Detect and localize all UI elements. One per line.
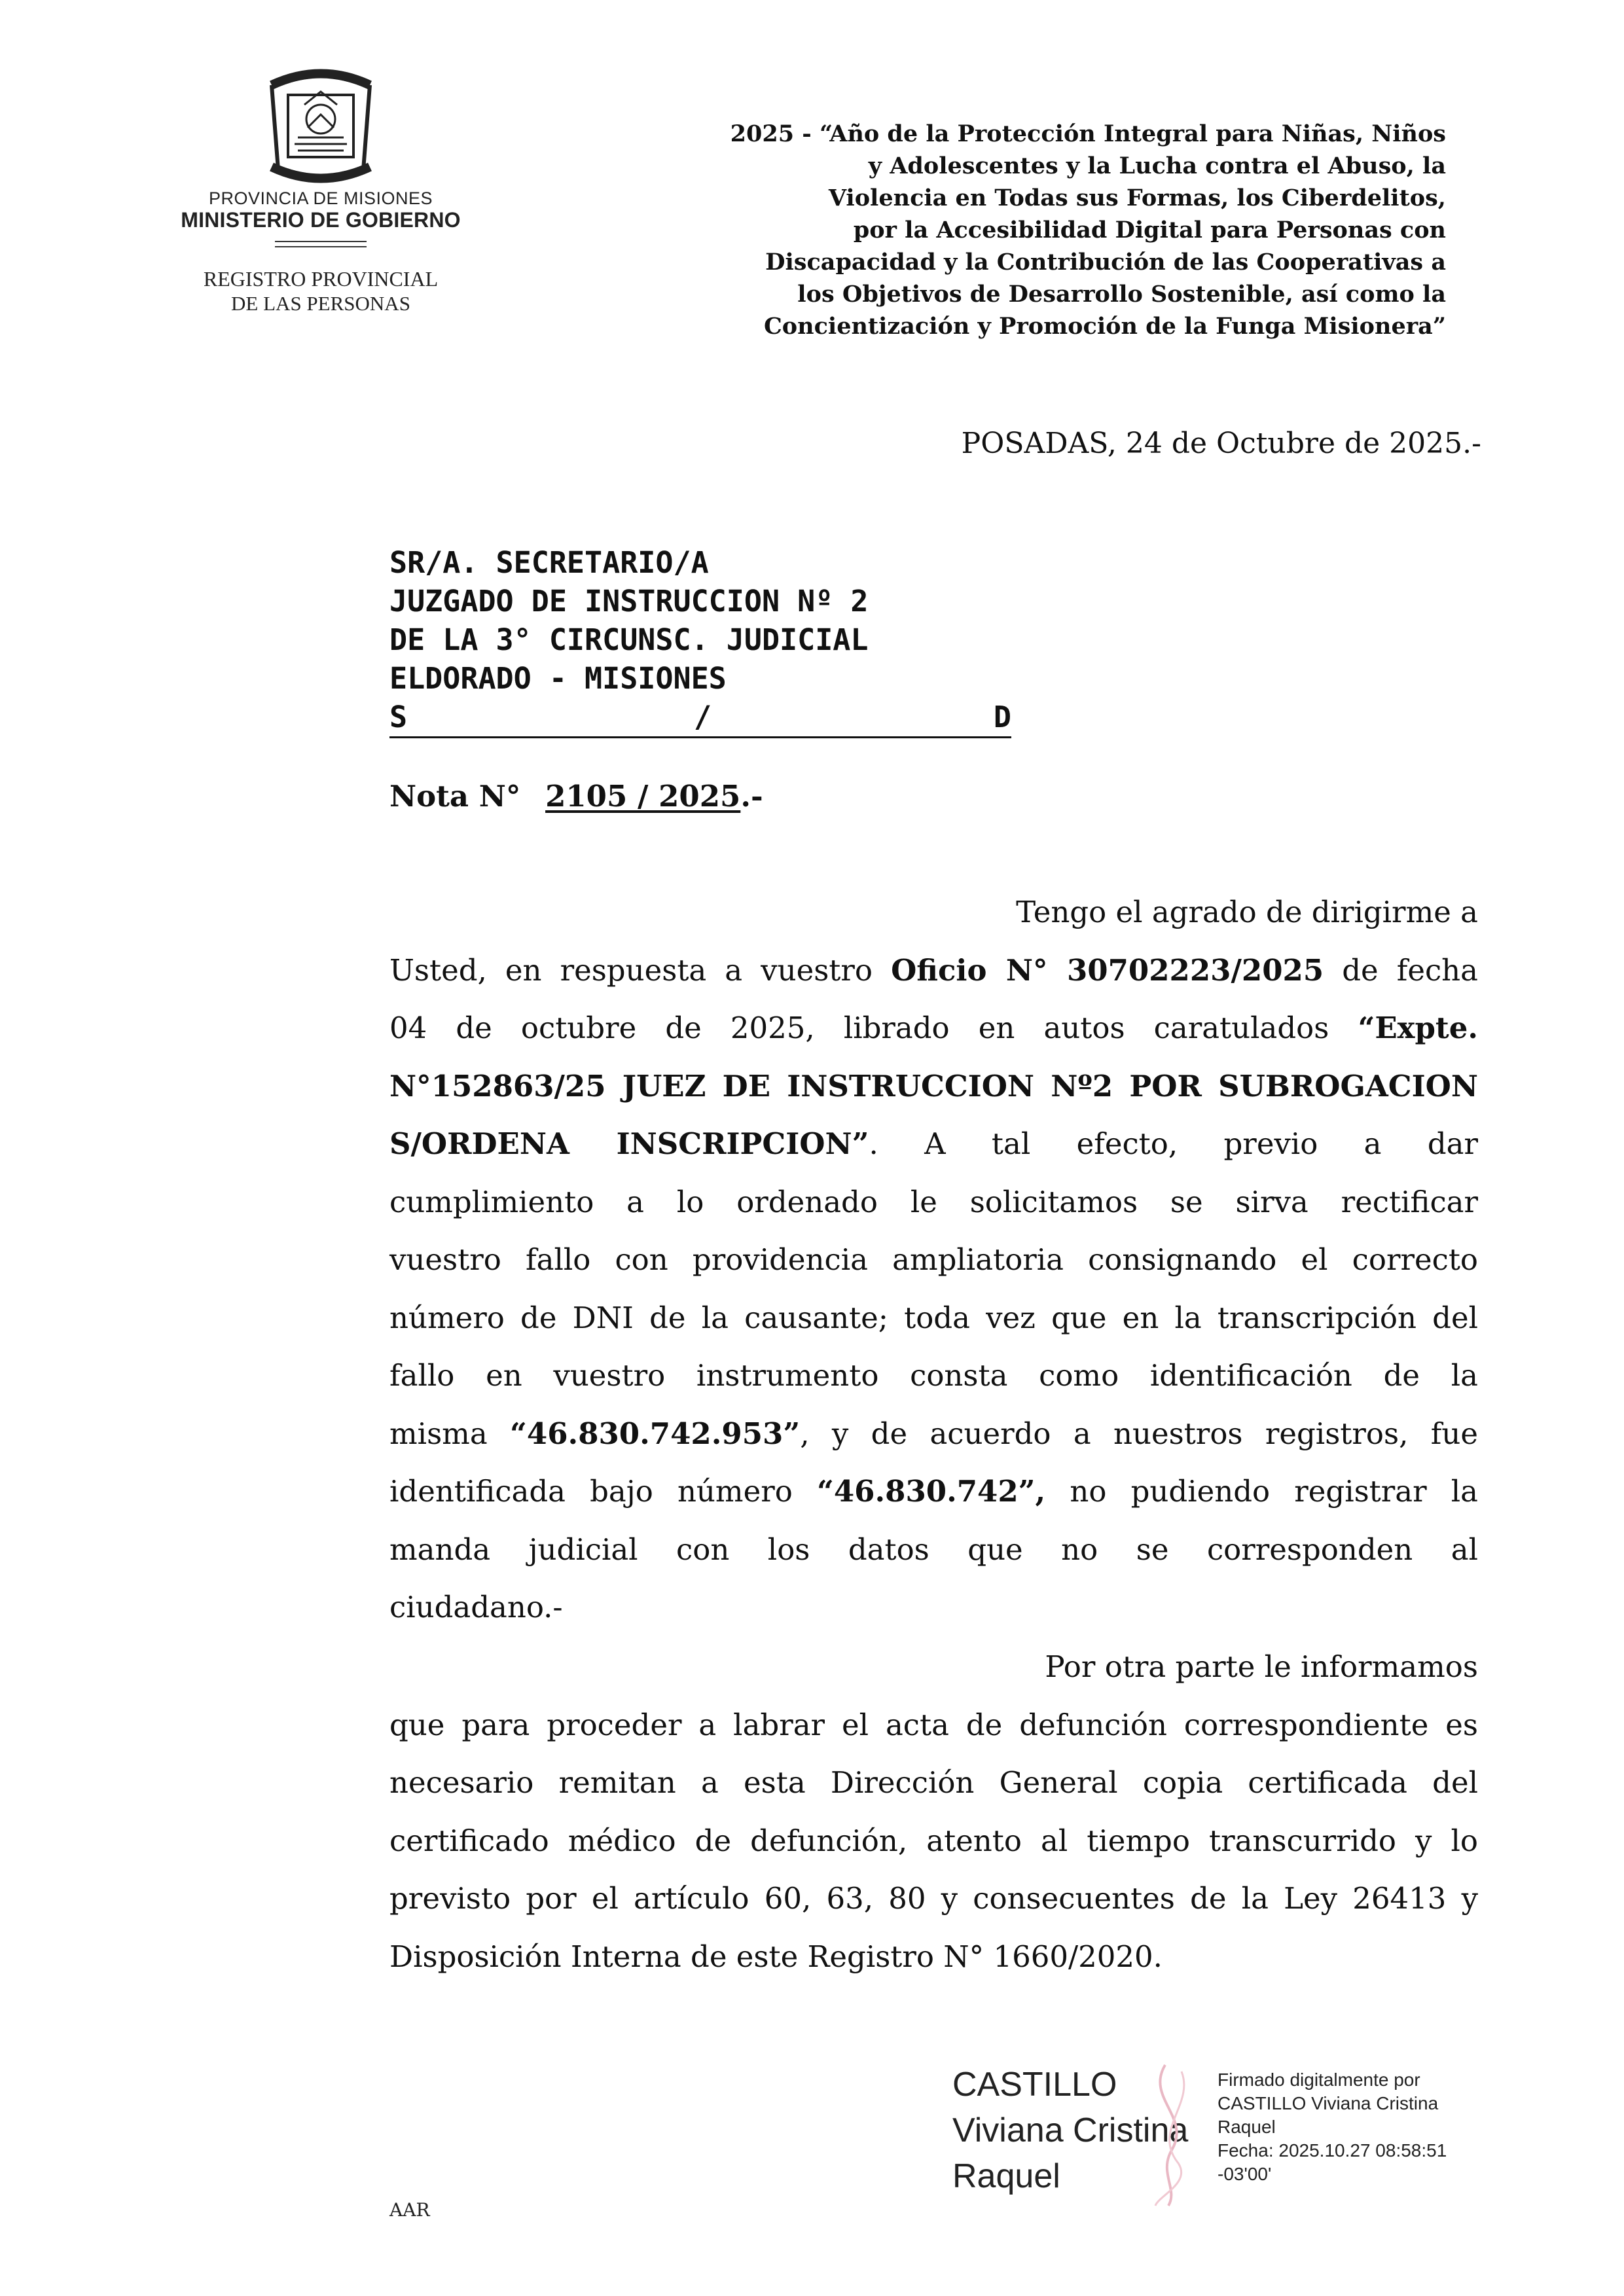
paragraph-line <box>389 1115 1478 1174</box>
addressee-line: ELDORADO - MISIONES <box>389 661 727 696</box>
paragraph-line <box>389 999 1478 1058</box>
body-paragraph-1 <box>389 884 1478 1637</box>
signature-info-line: CASTILLO Viviana Cristina <box>1218 2093 1439 2113</box>
text-run: 04 de octubre de 2025, librado en autos caratulados <box>389 1011 1358 1045</box>
letterhead-divider <box>275 246 367 247</box>
motto-line: 2025 - “Año de la Protección Integral para Niñas, Niños <box>730 120 1446 147</box>
paragraph-line: certificado médico de defunción, atento al tiempo transcurrido y lo <box>389 1823 1478 1858</box>
paragraph-line: vuestro fallo con providencia ampliatoria consignando el correcto <box>389 1242 1478 1277</box>
motto-line: Violencia en Todas sus Formas, los Ciberdelitos, <box>828 185 1446 211</box>
letterhead-registry-line1: REGISTRO PROVINCIAL <box>203 267 439 291</box>
signature-info-line: Raquel <box>1218 2117 1276 2137</box>
paragraph-line: Por otra parte le informamos <box>1045 1649 1478 1684</box>
text-run: de fecha <box>1324 952 1478 988</box>
body-paragraph-2 <box>389 1638 1478 1986</box>
motto-line: los Objetivos de Desarrollo Sostenible, así como la <box>797 281 1446 308</box>
year-motto <box>621 118 1446 342</box>
addressee-line: DE LA 3° CIRCUNSC. JUDICIAL <box>389 622 869 657</box>
paragraph-line: Disposición Interna de este Registro N° 1660/2020. <box>389 1939 1163 1974</box>
sd-s: S <box>389 700 408 734</box>
addressee-line: SR/A. SECRETARIO/A <box>389 545 709 580</box>
sd-d: D <box>993 700 1011 734</box>
signature-info-line: Fecha: 2025.10.27 08:58:51 <box>1218 2140 1447 2161</box>
signer-name-line: CASTILLO <box>952 2066 1117 2104</box>
paragraph-line <box>389 942 1478 1000</box>
text-run: . A tal efecto, previo a dar <box>869 1126 1478 1161</box>
paragraph-line: fallo en vuestro instrumento consta como identificación de la <box>389 1358 1478 1393</box>
addressee-sd-line <box>389 698 1011 738</box>
digital-signature-info <box>1218 2068 1447 2186</box>
letterhead-ministry: MINISTERIO DE GOBIERNO <box>181 208 461 232</box>
letterhead-registry-line2: DE LAS PERSONAS <box>231 292 410 315</box>
paragraph-line: manda judicial con los datos que no se corresponden al <box>389 1532 1478 1567</box>
motto-line: y Adolescentes y la Lucha contra el Abuso, la <box>868 152 1446 179</box>
document-date: POSADAS, 24 de Octubre de 2025.- <box>961 427 1481 460</box>
signer-name-line: Viviana Cristina <box>952 2111 1189 2149</box>
signature-info-line: Firmado digitalmente por <box>1218 2070 1420 2090</box>
province-seal-icon <box>259 65 383 187</box>
paragraph-line: Tengo el agrado de dirigirme a <box>1016 895 1478 929</box>
oficio-number: Oficio N° 30702223/2025 <box>891 952 1324 988</box>
paragraph-line: ciudadano.- <box>389 1590 563 1624</box>
text-run: no pudiendo registrar la <box>1045 1474 1478 1509</box>
text-run: misma <box>389 1416 511 1451</box>
note-label: Nota N° <box>389 779 521 814</box>
digital-signature-mark-icon <box>1132 2058 1211 2209</box>
text-run: , y de acuerdo a nuestros registros, fue <box>800 1416 1478 1451</box>
case-title: N°152863/25 JUEZ DE INSTRUCCION Nº2 POR SUBROGACION <box>389 1068 1478 1103</box>
note-reference <box>389 779 763 814</box>
paragraph-line <box>389 1058 1478 1116</box>
case-title-start: “Expte. <box>1358 1011 1478 1045</box>
paragraph-line <box>389 1405 1478 1463</box>
paragraph-line: cumplimiento a lo ordenado le solicitamos se sirva rectificar <box>389 1184 1478 1219</box>
wrong-dni: “46.830.742.953” <box>510 1416 801 1451</box>
signer-name-line: Raquel <box>952 2157 1060 2195</box>
motto-line: por la Accesibilidad Digital para Personas con <box>853 217 1446 243</box>
note-number: 2105 / 2025 <box>545 779 741 814</box>
signature-info-line: -03'00' <box>1218 2164 1272 2184</box>
motto-line: Discapacidad y la Contribución de las Cooperativas a <box>765 249 1446 276</box>
paragraph-line: que para proceder a labrar el acta de defunción correspondiente es <box>389 1707 1478 1742</box>
author-initials: AAR <box>389 2199 430 2221</box>
addressee-line: JUZGADO DE INSTRUCCION Nº 2 <box>389 584 869 619</box>
sd-slash: / <box>694 700 712 734</box>
note-suffix: .- <box>740 779 763 814</box>
paragraph-line <box>389 1463 1478 1521</box>
motto-line: Concientización y Promoción de la Funga Misionera” <box>763 313 1446 340</box>
text-run: Usted, en respuesta a vuestro <box>389 952 892 988</box>
correct-dni: “46.830.742”, <box>816 1474 1046 1509</box>
paragraph-line: previsto por el artículo 60, 63, 80 y consecuentes de la Ley 26413 y <box>389 1881 1478 1916</box>
letterhead-province: PROVINCIA DE MISIONES <box>208 188 433 208</box>
letterhead-divider <box>275 241 367 242</box>
text-run: identificada bajo número <box>389 1474 817 1509</box>
paragraph-line: número de DNI de la causante; toda vez que en la transcripción del <box>389 1300 1478 1335</box>
addressee-block <box>389 543 1018 738</box>
paragraph-line: necesario remitan a esta Dirección General copia certificada del <box>389 1765 1478 1800</box>
case-title-end: S/ORDENA INSCRIPCION” <box>389 1126 869 1161</box>
